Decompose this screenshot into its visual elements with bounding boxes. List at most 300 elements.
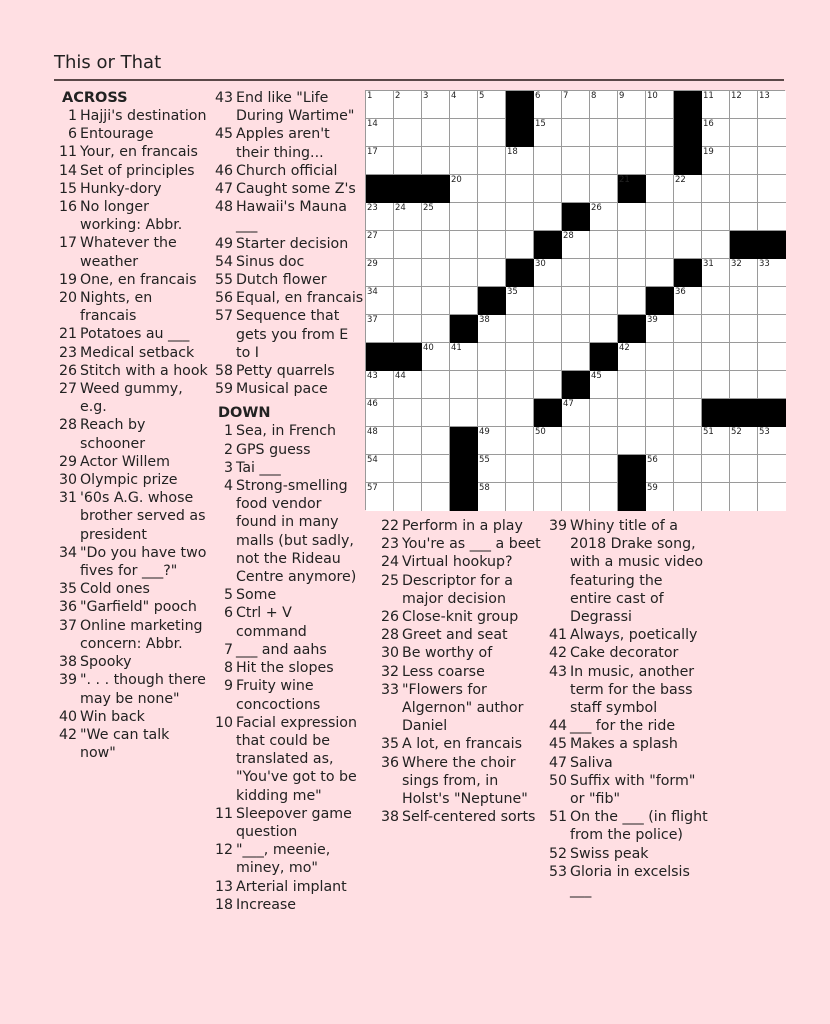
black-block	[590, 343, 618, 371]
down-clue-9	[214, 677, 364, 713]
grid-cell[interactable]	[702, 315, 730, 343]
grid-cell[interactable]	[366, 315, 394, 343]
black-block	[506, 259, 534, 287]
grid-cell[interactable]	[590, 399, 618, 427]
grid-cell[interactable]	[450, 147, 478, 175]
grid-cell[interactable]	[450, 175, 478, 203]
grid-cell[interactable]	[702, 175, 730, 203]
across-clue-42	[58, 726, 208, 762]
grid-cell[interactable]	[478, 483, 506, 511]
clue-number: 18	[214, 896, 233, 913]
black-block	[450, 427, 478, 455]
clue-text: Dutch flower	[236, 272, 327, 289]
grid-cell[interactable]	[478, 371, 506, 399]
grid-cell[interactable]	[506, 231, 534, 259]
clue-text: Win back	[80, 708, 145, 725]
grid-cell[interactable]	[590, 259, 618, 287]
grid-cell[interactable]	[646, 119, 674, 147]
grid-cell[interactable]	[618, 287, 646, 315]
grid-cell[interactable]	[366, 371, 394, 399]
grid-cell[interactable]	[730, 91, 758, 119]
clue-text: "We can talk now"	[80, 726, 170, 762]
grid-cell[interactable]	[646, 399, 674, 427]
clue-number: 4	[223, 478, 233, 495]
grid-cell[interactable]	[562, 287, 590, 315]
clue-text: Hunky-dory	[80, 180, 162, 197]
grid-cell[interactable]	[758, 427, 786, 455]
grid-cell[interactable]	[590, 119, 618, 147]
across-clue-49	[214, 235, 364, 253]
grid-cell[interactable]	[478, 119, 506, 147]
grid-cell[interactable]	[562, 427, 590, 455]
clue-number: 9	[223, 678, 233, 695]
grid-cell[interactable]	[366, 91, 394, 119]
grid-cell[interactable]	[562, 147, 590, 175]
grid-cell[interactable]	[590, 287, 618, 315]
grid-cell[interactable]	[450, 203, 478, 231]
grid-cell[interactable]	[506, 315, 534, 343]
clue-text: "Flowers for Algernon" author Daniel	[402, 681, 524, 735]
grid-cell[interactable]	[618, 147, 646, 175]
cell-number: 5	[479, 91, 485, 101]
grid-cell[interactable]	[758, 259, 786, 287]
clue-text: Cake decorator	[570, 645, 679, 662]
grid-cell[interactable]	[730, 259, 758, 287]
grid-cell[interactable]	[590, 315, 618, 343]
grid-cell[interactable]	[758, 371, 786, 399]
grid-cell[interactable]	[366, 455, 394, 483]
grid-cell[interactable]	[506, 287, 534, 315]
grid-cell[interactable]	[534, 455, 562, 483]
cell-number: 49	[479, 427, 490, 437]
cell-number: 1	[367, 91, 373, 101]
across-clue-40	[58, 708, 208, 726]
grid-cell[interactable]	[618, 203, 646, 231]
down-clue-47	[548, 754, 708, 772]
grid-cell[interactable]	[618, 399, 646, 427]
cell-number: 6	[535, 91, 541, 101]
clue-number: 41	[548, 627, 567, 644]
grid-cell[interactable]	[394, 231, 422, 259]
title-divider	[54, 79, 784, 81]
grid-cell[interactable]	[422, 147, 450, 175]
clue-number: 32	[380, 663, 399, 680]
clue-text: Sequence that gets you from E to I	[236, 308, 349, 361]
grid-cell[interactable]	[562, 259, 590, 287]
clue-text: "___, meenie, miney, mo"	[236, 842, 331, 877]
grid-cell[interactable]	[394, 119, 422, 147]
grid-cell[interactable]	[674, 483, 702, 511]
grid-cell[interactable]	[422, 343, 450, 371]
down-clue-2	[214, 441, 364, 459]
grid-cell[interactable]	[450, 119, 478, 147]
grid-cell[interactable]	[590, 231, 618, 259]
cell-number: 30	[535, 259, 546, 269]
grid-cell[interactable]	[450, 91, 478, 119]
clue-number: 36	[58, 599, 77, 616]
clue-text: GPS guess	[236, 441, 311, 458]
grid-cell[interactable]	[562, 343, 590, 371]
grid-cell[interactable]	[730, 343, 758, 371]
grid-cell[interactable]	[674, 203, 702, 231]
black-block	[366, 175, 394, 203]
grid-cell[interactable]	[618, 231, 646, 259]
clue-number: 38	[380, 809, 399, 826]
clue-text: Hit the slopes	[236, 660, 334, 677]
grid-cell[interactable]	[422, 119, 450, 147]
cell-number: 13	[759, 91, 770, 101]
black-block	[646, 287, 674, 315]
black-block	[758, 399, 786, 427]
grid-cell[interactable]	[758, 91, 786, 119]
grid-cell[interactable]	[478, 175, 506, 203]
grid-cell[interactable]	[590, 455, 618, 483]
grid-cell[interactable]	[394, 315, 422, 343]
grid-cell[interactable]	[590, 371, 618, 399]
grid-cell[interactable]	[534, 427, 562, 455]
grid-cell[interactable]	[702, 259, 730, 287]
grid-cell[interactable]	[674, 231, 702, 259]
grid-cell[interactable]	[394, 203, 422, 231]
cell-number: 18	[507, 147, 518, 157]
grid-cell[interactable]	[646, 483, 674, 511]
clue-number: 30	[380, 645, 399, 662]
grid-cell[interactable]	[590, 91, 618, 119]
down-clue-53	[548, 863, 708, 899]
grid-cell[interactable]	[702, 287, 730, 315]
grid-cell[interactable]	[394, 427, 422, 455]
grid-cell[interactable]	[702, 231, 730, 259]
grid-cell[interactable]	[506, 483, 534, 511]
clue-number: 49	[214, 235, 233, 252]
grid-cell[interactable]	[422, 259, 450, 287]
cell-number: 41	[451, 343, 462, 353]
grid-cell[interactable]	[646, 203, 674, 231]
grid-cell[interactable]	[366, 483, 394, 511]
grid-cell[interactable]	[702, 455, 730, 483]
clue-text: Hajji's destination	[80, 108, 207, 124]
grid-cell[interactable]	[478, 231, 506, 259]
across-clue-6	[58, 125, 208, 143]
grid-cell[interactable]	[618, 91, 646, 119]
cell-number: 56	[647, 455, 658, 465]
across-clue-59	[214, 380, 364, 398]
clue-number: 29	[58, 453, 77, 470]
clue-text: Suffix with "form" or "fib"	[570, 772, 696, 808]
grid-cell[interactable]	[450, 231, 478, 259]
cell-number: 52	[731, 427, 742, 437]
clue-number: 36	[380, 754, 399, 771]
down-clue-33	[380, 681, 545, 736]
clue-text: Facial expression that could be translated as, "You've got to be kidding me"	[236, 714, 357, 804]
clue-text: Ctrl + V command	[236, 605, 307, 640]
cell-number: 22	[675, 175, 686, 185]
grid-cell[interactable]	[534, 119, 562, 147]
across-clue-56	[214, 289, 364, 307]
down-clue-7	[214, 641, 364, 659]
cell-number: 43	[367, 371, 378, 381]
clue-number: 28	[380, 627, 399, 644]
grid-cell[interactable]	[506, 455, 534, 483]
across-clue-26	[58, 362, 208, 380]
grid-cell[interactable]	[730, 427, 758, 455]
grid-cell[interactable]	[478, 147, 506, 175]
grid-cell[interactable]	[422, 203, 450, 231]
across-clue-46	[214, 162, 364, 180]
clue-number: 20	[58, 290, 77, 307]
grid-cell[interactable]	[450, 259, 478, 287]
down-clue-41	[548, 626, 708, 644]
grid-cell[interactable]	[422, 371, 450, 399]
grid-cell[interactable]	[730, 119, 758, 147]
grid-cell[interactable]	[590, 483, 618, 511]
grid-cell[interactable]	[422, 287, 450, 315]
grid-cell[interactable]	[562, 483, 590, 511]
clue-text: Whatever the weather	[80, 235, 177, 270]
grid-cell[interactable]	[702, 203, 730, 231]
grid-cell[interactable]	[478, 343, 506, 371]
grid-cell[interactable]	[422, 483, 450, 511]
grid-cell[interactable]	[422, 455, 450, 483]
grid-cell[interactable]	[534, 91, 562, 119]
grid-cell[interactable]	[450, 287, 478, 315]
clue-number: 43	[548, 663, 567, 680]
grid-cell[interactable]	[450, 343, 478, 371]
grid-cell[interactable]	[618, 259, 646, 287]
clue-number: 47	[214, 181, 233, 198]
clue-text: Church official	[236, 162, 338, 179]
grid-cell[interactable]	[534, 147, 562, 175]
grid-cell[interactable]	[590, 175, 618, 203]
grid-cell[interactable]	[702, 343, 730, 371]
grid-cell[interactable]	[674, 455, 702, 483]
across-clue-47	[214, 180, 364, 198]
grid-cell[interactable]	[394, 287, 422, 315]
grid-cell[interactable]	[758, 455, 786, 483]
grid-cell[interactable]	[730, 455, 758, 483]
cell-number: 10	[647, 91, 658, 101]
clue-text: Sleepover game question	[236, 805, 352, 840]
cell-number: 15	[535, 119, 546, 129]
grid-cell[interactable]	[450, 371, 478, 399]
grid-cell[interactable]	[534, 483, 562, 511]
across-clue-58	[214, 362, 364, 380]
black-block	[674, 147, 702, 175]
grid-cell[interactable]	[366, 203, 394, 231]
grid-cell[interactable]	[506, 399, 534, 427]
clue-number: 44	[548, 718, 567, 735]
grid-cell[interactable]	[758, 315, 786, 343]
grid-cell[interactable]	[618, 371, 646, 399]
grid-cell[interactable]	[674, 371, 702, 399]
grid-cell[interactable]	[646, 259, 674, 287]
clue-number: 7	[223, 641, 233, 658]
grid-cell[interactable]	[534, 259, 562, 287]
grid-cell[interactable]	[562, 399, 590, 427]
grid-cell[interactable]	[758, 203, 786, 231]
across-clue-21	[58, 325, 208, 343]
grid-cell[interactable]	[702, 91, 730, 119]
down-clue-list-part-2	[380, 517, 545, 826]
grid-cell[interactable]	[758, 119, 786, 147]
grid-cell[interactable]	[478, 315, 506, 343]
clue-column-3	[380, 517, 545, 826]
grid-cell[interactable]	[674, 427, 702, 455]
grid-cell[interactable]	[506, 203, 534, 231]
grid-cell[interactable]	[730, 315, 758, 343]
grid-cell[interactable]	[394, 455, 422, 483]
grid-cell[interactable]	[478, 203, 506, 231]
grid-cell[interactable]	[702, 371, 730, 399]
grid-cell[interactable]	[646, 231, 674, 259]
grid-cell[interactable]	[590, 147, 618, 175]
grid-cell[interactable]	[506, 175, 534, 203]
grid-cell[interactable]	[534, 203, 562, 231]
grid-cell[interactable]	[534, 175, 562, 203]
cell-number: 50	[535, 427, 546, 437]
grid-cell[interactable]	[394, 259, 422, 287]
cell-number: 44	[395, 371, 406, 381]
grid-cell[interactable]	[758, 483, 786, 511]
grid-cell[interactable]	[674, 315, 702, 343]
grid-cell[interactable]	[730, 483, 758, 511]
down-clue-6	[214, 604, 364, 640]
grid-cell[interactable]	[758, 287, 786, 315]
grid-cell[interactable]	[366, 287, 394, 315]
grid-cell[interactable]	[534, 315, 562, 343]
clue-number: 38	[58, 654, 77, 671]
grid-cell[interactable]	[562, 175, 590, 203]
grid-cell[interactable]	[394, 483, 422, 511]
clue-number: 23	[58, 344, 77, 361]
grid-cell[interactable]	[506, 371, 534, 399]
grid-cell[interactable]	[646, 147, 674, 175]
grid-cell[interactable]	[618, 427, 646, 455]
grid-cell[interactable]	[646, 371, 674, 399]
clue-number: 39	[58, 672, 77, 689]
grid-cell[interactable]	[674, 399, 702, 427]
grid-cell[interactable]	[702, 147, 730, 175]
grid-cell[interactable]	[702, 483, 730, 511]
clue-text: Always, poetically	[570, 627, 698, 644]
clue-text: Cold ones	[80, 581, 150, 598]
grid-cell[interactable]	[394, 371, 422, 399]
grid-cell[interactable]	[618, 343, 646, 371]
grid-cell[interactable]	[422, 231, 450, 259]
cell-number: 23	[367, 203, 378, 213]
grid-cell[interactable]	[730, 147, 758, 175]
black-block	[618, 175, 646, 203]
across-clue-19	[58, 271, 208, 289]
grid-cell[interactable]	[730, 175, 758, 203]
grid-cell[interactable]	[534, 287, 562, 315]
grid-cell[interactable]	[646, 315, 674, 343]
grid-cell[interactable]	[758, 343, 786, 371]
clue-text: Potatoes au ___	[80, 326, 190, 343]
grid-cell[interactable]	[394, 399, 422, 427]
cell-number: 17	[367, 147, 378, 157]
grid-cell[interactable]	[534, 371, 562, 399]
grid-cell[interactable]	[478, 399, 506, 427]
clue-number: 51	[548, 809, 567, 826]
clue-column-1	[58, 89, 208, 762]
cell-number: 2	[395, 91, 401, 101]
clue-number: 11	[58, 144, 77, 161]
grid-cell[interactable]	[702, 119, 730, 147]
grid-cell[interactable]	[646, 175, 674, 203]
clue-text: "Do you have two fives for ___?"	[80, 544, 207, 580]
grid-cell[interactable]	[478, 91, 506, 119]
grid-cell[interactable]	[730, 371, 758, 399]
grid-cell[interactable]	[450, 399, 478, 427]
grid-cell[interactable]	[366, 427, 394, 455]
down-clue-38	[380, 808, 545, 826]
grid-cell[interactable]	[646, 427, 674, 455]
clue-text: Petty quarrels	[236, 363, 335, 380]
black-block	[422, 175, 450, 203]
grid-cell[interactable]	[646, 91, 674, 119]
grid-cell[interactable]	[674, 287, 702, 315]
grid-cell[interactable]	[506, 343, 534, 371]
grid-cell[interactable]	[506, 147, 534, 175]
grid-cell[interactable]	[562, 455, 590, 483]
grid-cell[interactable]	[366, 231, 394, 259]
grid-cell[interactable]	[646, 343, 674, 371]
grid-cell[interactable]	[618, 119, 646, 147]
grid-cell[interactable]	[478, 427, 506, 455]
grid-cell[interactable]	[646, 455, 674, 483]
grid-cell[interactable]	[422, 315, 450, 343]
grid-cell[interactable]	[562, 315, 590, 343]
grid-cell[interactable]	[702, 427, 730, 455]
grid-cell[interactable]	[534, 343, 562, 371]
grid-cell[interactable]	[590, 203, 618, 231]
grid-cell[interactable]	[562, 119, 590, 147]
grid-cell[interactable]	[730, 287, 758, 315]
down-clue-12	[214, 841, 364, 877]
clue-number: 28	[58, 417, 77, 434]
grid-cell[interactable]	[506, 427, 534, 455]
clue-number: 57	[214, 308, 233, 325]
cell-number: 26	[591, 203, 602, 213]
grid-cell[interactable]	[394, 147, 422, 175]
grid-cell[interactable]	[394, 91, 422, 119]
grid-cell[interactable]	[478, 259, 506, 287]
grid-cell[interactable]	[674, 175, 702, 203]
grid-cell[interactable]	[758, 175, 786, 203]
grid-cell[interactable]	[562, 231, 590, 259]
grid-cell[interactable]	[366, 399, 394, 427]
grid-cell[interactable]	[730, 203, 758, 231]
grid-cell[interactable]	[674, 343, 702, 371]
grid-cell[interactable]	[590, 427, 618, 455]
grid-cell[interactable]	[478, 455, 506, 483]
black-block	[450, 455, 478, 483]
grid-cell[interactable]	[366, 259, 394, 287]
grid-cell[interactable]	[422, 427, 450, 455]
grid-cell[interactable]	[422, 399, 450, 427]
cell-number: 37	[367, 315, 378, 325]
grid-cell[interactable]	[366, 147, 394, 175]
grid-cell[interactable]	[366, 119, 394, 147]
grid-cell[interactable]	[562, 91, 590, 119]
clue-number: 52	[548, 845, 567, 862]
cell-number: 55	[479, 455, 490, 465]
grid-cell[interactable]	[758, 147, 786, 175]
grid-cell[interactable]	[422, 91, 450, 119]
clue-text: Saliva	[570, 754, 613, 771]
clue-number: 56	[214, 290, 233, 307]
